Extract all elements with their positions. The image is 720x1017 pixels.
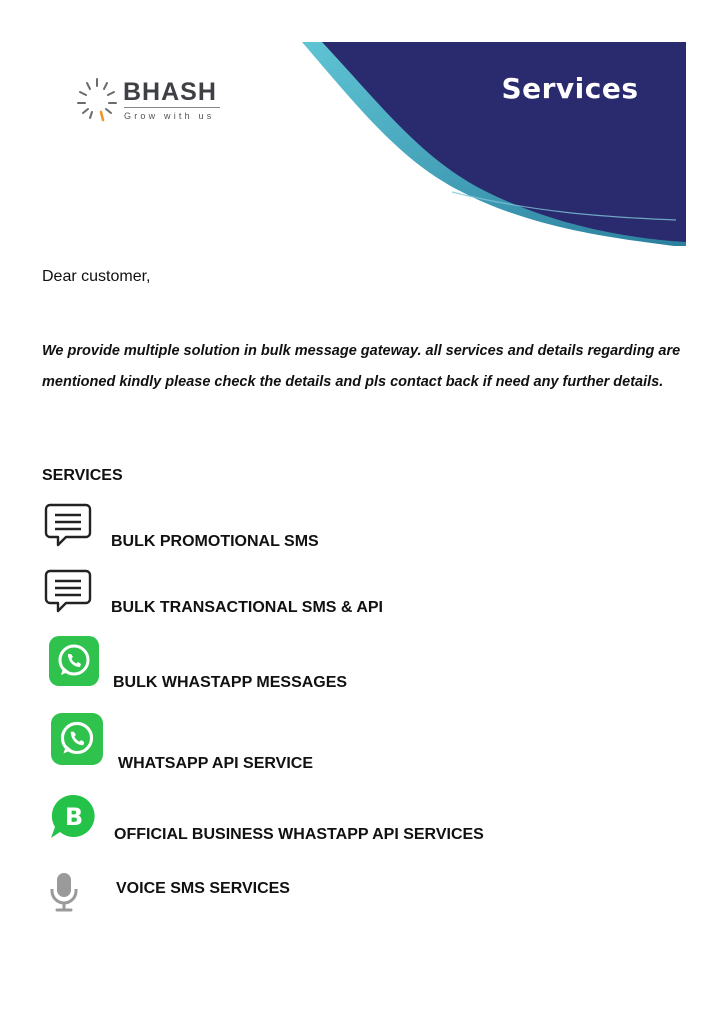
message-icon [44,568,92,614]
whatsapp-business-icon [48,792,100,842]
service-label: BULK TRANSACTIONAL SMS & API [111,599,383,616]
service-label: BULK PROMOTIONAL SMS [111,533,319,550]
intro-paragraph: We provide multiple solution in bulk message gateway. all services and details regarding are mentioned kindly please check the details and pls contact back if need any further details. [42,343,681,390]
service-label: VOICE SMS SERVICES [116,880,290,897]
services-heading: SERVICES [42,467,123,484]
greeting: Dear customer, [42,268,151,285]
service-label: OFFICIAL BUSINESS WHASTAPP API SERVICES [114,826,484,843]
svg-text:B: B [64,803,84,831]
logo-tagline: Grow with us [124,111,215,121]
microphone-icon [48,871,80,913]
banner-title: Services [501,72,639,105]
logo-name: BHASH [123,78,217,106]
service-label: BULK WHASTAPP MESSAGES [113,674,348,691]
service-label: WHATSAPP API SERVICE [118,755,313,772]
message-icon [44,502,92,548]
logo-divider [124,107,220,108]
logo-sunburst-icon [74,76,120,124]
whatsapp-icon [48,635,100,687]
whatsapp-icon [50,712,104,766]
